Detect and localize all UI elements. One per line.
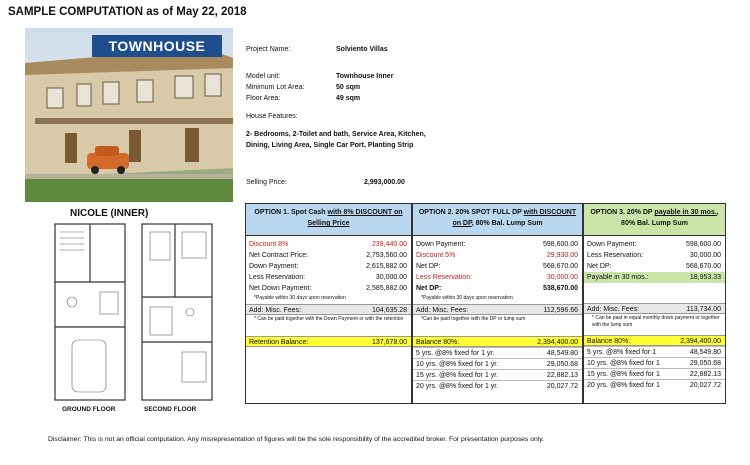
- option3-term-row: [584, 379, 725, 390]
- option3-term-label: 10 yrs. @8% fixed for 1: [587, 360, 660, 367]
- option3-misc-row: [584, 303, 725, 314]
- option3-misc-label: Add: Misc. Fees:: [587, 306, 640, 313]
- option1-misc-row: [246, 304, 411, 315]
- disclaimer-text: Disclaimer: This is not an official computation. Any misrepresentation of figures will be the sole responsibility of the accredited broker. For presentation purposes only.: [48, 436, 545, 443]
- option3-term-value: 20,027.72: [689, 382, 721, 389]
- selling-price-label: Selling Price:: [246, 179, 287, 186]
- option2-misc-value: 112,596.66: [543, 306, 578, 314]
- option3-ndp-row: [584, 261, 725, 272]
- option2-head-a: OPTION 2. 20% SPOT FULL DP: [418, 209, 524, 216]
- option2-ndp2-value: 538,670.00: [542, 285, 578, 292]
- option2-term-value: 29,050.68: [546, 360, 578, 368]
- floor-plan-drawing: [50, 222, 215, 404]
- option3-balance-row: [584, 335, 725, 346]
- option3-payable-label: Payable in 30 mos.:: [587, 274, 649, 281]
- page-title: SAMPLE COMPUTATION as of May 22, 2018: [8, 6, 247, 18]
- floor-area-value: 49 sqm: [336, 95, 361, 102]
- option3-res-row: [584, 250, 725, 261]
- option2-note1: *Payable within 30 days upon reservation: [421, 295, 513, 301]
- option1-ndp-row: [246, 283, 411, 294]
- option3-head-a: OPTION 3. 20% DP: [590, 209, 655, 216]
- option1-discount-row: [246, 239, 411, 250]
- option1-ncp-value: 2,753,560.00: [366, 252, 407, 259]
- model-label: Model unit:: [246, 73, 281, 80]
- option1-discount-label: Discount 8%: [249, 241, 289, 248]
- option1-ncp-label: Net Contract Price:: [249, 252, 309, 259]
- option2-ndp2-label: Net DP:: [416, 285, 442, 292]
- option1-retention-row: [246, 336, 411, 347]
- option1-ncp-row: [246, 250, 411, 261]
- floor-area-row: [246, 94, 361, 104]
- option2-dp-value: 598,600.00: [542, 241, 578, 248]
- project-name-label: Project Name:: [246, 46, 291, 53]
- option3-term-label: 5 yrs. @8% fixed for 1: [587, 349, 656, 356]
- option2-res-value: 30,000.00: [546, 274, 578, 281]
- project-name-row: [246, 45, 388, 55]
- option3-term-row: [584, 368, 725, 379]
- option2-ndp-row: [413, 261, 582, 272]
- option3-res-label: Less Reservation:: [587, 252, 644, 259]
- option1-dp-label: Down Payment:: [249, 263, 299, 270]
- selling-price-value: 2,993,000.00: [364, 179, 405, 186]
- option2-disc-row: [413, 250, 582, 261]
- option2-term-row: [413, 358, 582, 369]
- option3-term-label: 20 yrs. @8% fixed for 1: [587, 382, 660, 389]
- option2-disc-value: 29,930.00: [546, 252, 578, 259]
- option2-header: [413, 204, 582, 236]
- option1-discount-value: 239,440.00: [371, 241, 407, 248]
- option1-panel: [245, 203, 412, 404]
- option3-dp-row: [584, 239, 725, 250]
- option3-term-value: 29,050.68: [689, 360, 721, 367]
- option2-term-label: 10 yrs. @8% fixed for 1 yr.: [416, 360, 499, 368]
- option3-term-value: 48,549.80: [689, 349, 721, 356]
- option2-balance-row: [413, 336, 582, 347]
- lot-area-row: [246, 83, 361, 93]
- option3-header: [584, 204, 725, 236]
- lot-area-label: Minimum Lot Area:: [246, 84, 305, 91]
- option2-disc-label: Discount 5%: [416, 252, 456, 259]
- option2-res-row: [413, 272, 582, 283]
- option1-retention-label: Retention Balance:: [249, 338, 309, 346]
- option3-term-row: [584, 357, 725, 368]
- option1-misc-label: Add: Misc. Fees:: [249, 306, 302, 314]
- option2-term-row: [413, 380, 582, 391]
- floor-area-label: Floor Area:: [246, 95, 281, 102]
- project-name-value: Solviento Villas: [336, 46, 388, 53]
- option1-res-label: Less Reservation:: [249, 274, 306, 281]
- features-label: House Features:: [246, 113, 298, 120]
- option3-balance-label: Balance 80%:: [587, 338, 631, 345]
- option2-dp-row: [413, 239, 582, 250]
- option1-ndp-label: Net Down Payment:: [249, 285, 312, 292]
- option2-term-label: 15 yrs. @8% fixed for 1 yr.: [416, 371, 499, 379]
- option2-panel: [412, 203, 583, 404]
- model-row: [246, 72, 394, 82]
- option1-res-row: [246, 272, 411, 283]
- model-value: Townhouse Inner: [336, 73, 394, 80]
- option1-head-a: OPTION 1. Spot Cash: [254, 209, 328, 216]
- option3-term-row: [584, 346, 725, 357]
- option2-balance-value: 2,394,400.00: [537, 338, 578, 346]
- selling-price-row: [246, 178, 405, 188]
- lot-area-value: 50 sqm: [336, 84, 361, 91]
- option2-ndp-label: Net DP:: [416, 263, 441, 270]
- option3-head-c: , 80% Bal. Lump Sum: [621, 209, 719, 227]
- option2-dp-label: Down Payment:: [416, 241, 466, 248]
- second-floor-label: SECOND FLOOR: [144, 406, 197, 413]
- features-text: 2- Bedrooms, 2-Toilet and bath, Service Area, Kitchen, Dining, Living Area, Single Car Port, Planting Strip: [246, 131, 426, 149]
- plan-title: NICOLE (INNER): [70, 208, 149, 219]
- option2-head-c: , 80% Bal. Lump Sum: [471, 220, 543, 227]
- option3-head-b: payable in 30 mos.: [654, 209, 717, 216]
- option2-term-row: [413, 369, 582, 380]
- option3-panel: [583, 203, 726, 404]
- option1-retention-value: 137,678.00: [371, 338, 407, 346]
- option1-dp-row: [246, 261, 411, 272]
- ground-floor-label: GROUND FLOOR: [62, 406, 116, 413]
- option1-note1: *Payable within 30 days upon reservation: [254, 295, 346, 301]
- option3-payable-row: [584, 272, 725, 283]
- option1-head-b: with 8% DISCOUNT on Selling Price: [307, 209, 403, 227]
- option3-res-value: 30,000.00: [689, 252, 721, 259]
- option1-res-value: 30,000.00: [375, 274, 407, 281]
- option2-term-value: 22,882.13: [546, 371, 578, 379]
- option1-misc-value: 104,635.28: [371, 306, 407, 314]
- option3-ndp-label: Net DP:: [587, 263, 612, 270]
- option2-ndp2-row: [413, 283, 582, 294]
- option2-head-b: with DISCOUNT on DP: [452, 209, 577, 227]
- option3-term-value: 22,882.13: [689, 371, 721, 378]
- option3-term-label: 15 yrs. @8% fixed for 1: [587, 371, 660, 378]
- option2-term-label: 20 yrs. @8% fixed for 1 yr.: [416, 382, 499, 390]
- option3-payable-value: 18,953.33: [689, 274, 721, 281]
- option3-ndp-value: 568,670.00: [685, 263, 721, 270]
- option1-note2: * Can be paid together with the Down Payment or with the retention: [254, 315, 404, 322]
- option2-misc-label: Add: Misc. Fees:: [416, 306, 469, 314]
- option2-term-value: 48,549.80: [546, 349, 578, 357]
- option1-dp-value: 2,615,882.00: [366, 263, 407, 270]
- option1-header: [246, 204, 411, 236]
- option3-spacer: [584, 283, 725, 303]
- option2-note2: *Can be paid together with the DP or lump sum: [421, 315, 526, 322]
- option2-ndp-value: 568,670.00: [542, 263, 578, 270]
- option1-ndp-value: 2,585,882.00: [366, 285, 407, 292]
- townhouse-badge: TOWNHOUSE: [92, 35, 222, 57]
- option2-term-row: [413, 347, 582, 358]
- option2-misc-row: [413, 304, 582, 315]
- option2-term-value: 20,027.72: [546, 382, 578, 390]
- option3-note2: * Can be paid in equal monthly down payment or together with the lump sum: [592, 315, 720, 328]
- option2-term-label: 5 yrs. @8% fixed for 1 yr.: [416, 349, 495, 357]
- option3-balance-value: 2,394,400.00: [680, 338, 721, 345]
- option3-dp-label: Down Payment:: [587, 241, 637, 248]
- option3-dp-value: 598,600.00: [685, 241, 721, 248]
- option2-balance-label: Balance 80%:: [416, 338, 460, 346]
- option2-res-label: Less Reservation:: [416, 274, 473, 281]
- option3-misc-value: 113,734.00: [686, 306, 721, 313]
